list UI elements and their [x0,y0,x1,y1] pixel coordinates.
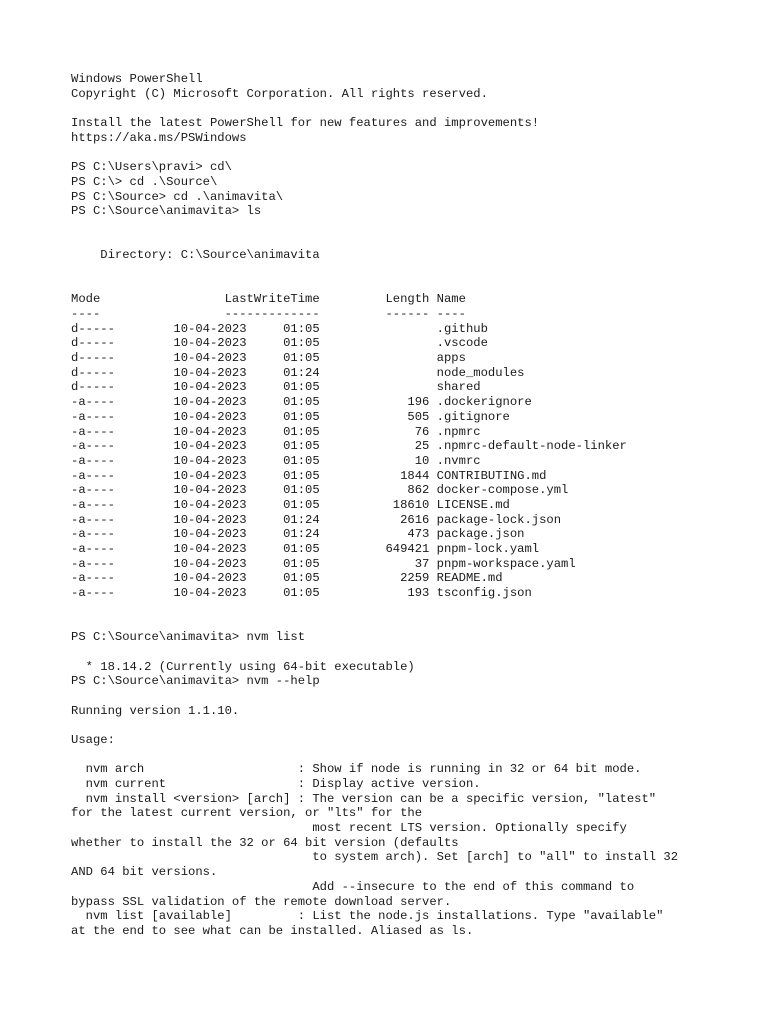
nvm-help-command: PS C:\Source\animavita> nvm --help [71,674,320,689]
copyright-line: Copyright (C) Microsoft Corporation. All rights reserved. [71,86,488,101]
blank-line [71,263,761,278]
listing-row: -a---- 10-04-2023 01:05 649421 pnpm-lock.yaml [71,542,540,556]
blank-line [71,219,761,234]
usage-line: nvm install <version> [arch] : The version can be a specific version, "latest" [71,791,657,806]
listing-row: -a---- 10-04-2023 01:05 25 .npmrc-default-node-linker [71,439,627,454]
listing-row: -a---- 10-04-2023 01:05 76 .npmrc [71,424,481,439]
listing-row: -a---- 10-04-2023 01:05 196 .dockerignore [71,395,532,410]
listing-row: d----- 10-04-2023 01:05 apps [71,351,466,366]
usage-line: at the end to see what can be installed. Aliased as ls. [71,923,474,938]
running-version: Running version 1.1.10. [71,703,240,718]
listing-row: d----- 10-04-2023 01:05 .github [71,321,488,336]
nvm-list-command: PS C:\Source\animavita> nvm list [71,630,306,645]
listing-row: d----- 10-04-2023 01:05 shared [71,380,481,395]
blank-line [71,234,761,249]
listing-row: d----- 10-04-2023 01:24 node_modules [71,365,525,380]
listing-header: Mode LastWriteTime Length Name [71,292,466,307]
command-line: PS C:\Source\animavita> ls [71,204,262,219]
usage-line: whether to install the 32 or 64 bit version (defaults [71,835,459,850]
install-link[interactable]: https://aka.ms/PSWindows [71,130,247,145]
usage-line: nvm list [available] : List the node.js installations. Type "available" [71,909,664,924]
powershell-console[interactable] [71,72,761,939]
blank-line [71,101,761,116]
listing-row: -a---- 10-04-2023 01:05 18610 LICENSE.md [71,497,510,512]
directory-label: Directory: C:\Source\animavita [71,248,320,263]
shell-title-line: Windows PowerShell [71,72,203,86]
blank-line [71,278,761,293]
blank-line [71,689,761,704]
listing-row: -a---- 10-04-2023 01:05 1844 CONTRIBUTING.md [71,468,547,483]
usage-line: to system arch). Set [arch] to "all" to install 32 [71,850,679,865]
usage-line: nvm current : Display active version. [71,777,481,791]
usage-text [71,762,761,938]
install-notice-line: Install the latest PowerShell for new features and improvements! [71,116,540,131]
usage-label: Usage: [71,732,115,747]
usage-line: Add --insecure to the end of this command to [71,879,635,894]
listing-row: -a---- 10-04-2023 01:24 2616 package-lock.json [71,512,562,527]
usage-line: nvm arch : Show if node is running in 32 or 64 bit mode. [71,762,642,777]
blank-line [71,718,761,733]
listing-row: -a---- 10-04-2023 01:05 2259 README.md [71,571,503,586]
nvm-list-output: * 18.14.2 (Currently using 64-bit executable) [71,659,415,674]
listing-row: d----- 10-04-2023 01:05 .vscode [71,336,488,351]
listing-row: -a---- 10-04-2023 01:24 473 package.json [71,527,525,542]
usage-line: AND 64 bit versions. [71,865,218,880]
blank-line [71,748,761,763]
listing-row: -a---- 10-04-2023 01:05 862 docker-compose.yml [71,483,569,498]
usage-line: bypass SSL validation of the remote download server. [71,894,452,909]
listing-row: -a---- 10-04-2023 01:05 505 .gitignore [71,409,510,424]
command-line: PS C:\Users\pravi> cd\ [71,160,232,175]
listing-row: -a---- 10-04-2023 01:05 37 pnpm-workspace.yaml [71,556,576,571]
usage-line: for the latest current version, or "lts" for the [71,806,423,821]
blank-line [71,645,761,660]
directory-listing [71,292,761,600]
listing-row: -a---- 10-04-2023 01:05 10 .nvmrc [71,453,481,468]
usage-line: most recent LTS version. Optionally specify [71,821,627,836]
blank-line [71,145,761,160]
command-line: PS C:\Source> cd .\animavita\ [71,189,284,204]
listing-underline: ---- ------------- ------ ---- [71,307,466,321]
command-line: PS C:\> cd .\Source\ [71,174,218,189]
blank-line [71,601,761,616]
listing-row: -a---- 10-04-2023 01:05 193 tsconfig.json [71,586,532,601]
blank-line [71,615,761,630]
